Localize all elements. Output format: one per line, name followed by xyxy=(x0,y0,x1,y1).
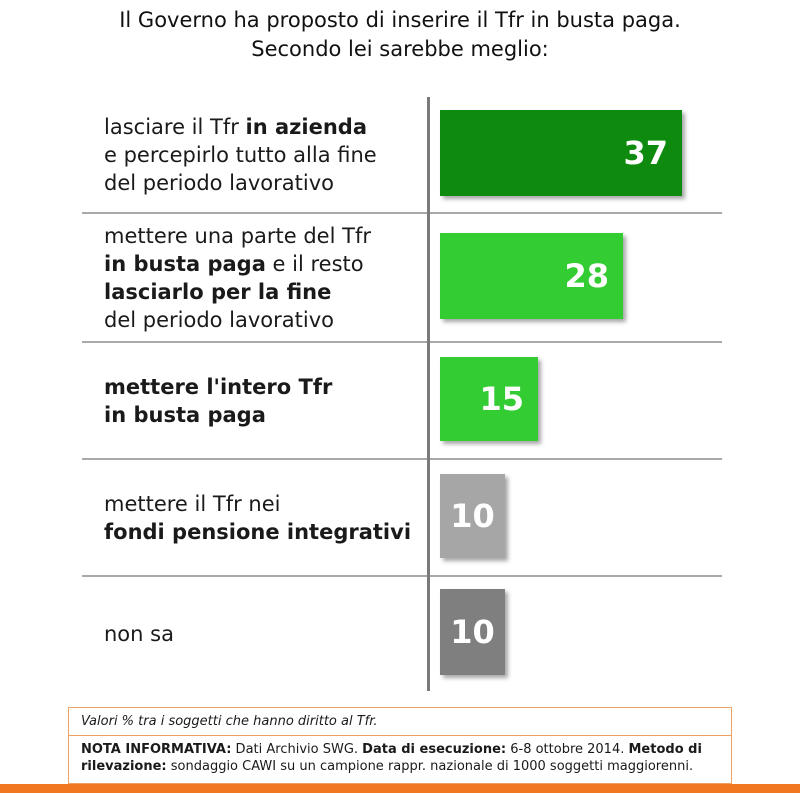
data-text: 6-8 ottobre 2014. xyxy=(506,742,629,757)
bar xyxy=(440,110,682,196)
row-separator xyxy=(82,575,722,577)
nota-label: NOTA INFORMATIVA: xyxy=(81,742,232,757)
data-label: Data di esecuzione: xyxy=(362,742,507,757)
footer-accent-line xyxy=(0,784,800,793)
category-label: lasciare il Tfr in azienda e percepirlo tutto alla fine del periodo lavorativo xyxy=(104,115,377,195)
bar-value-label: 37 xyxy=(623,134,668,172)
bar-value-label: 10 xyxy=(450,497,495,535)
bar-value-label: 28 xyxy=(564,257,609,295)
bar xyxy=(440,474,505,558)
row-separator xyxy=(82,458,722,460)
notes-subtitle: Valori % tra i soggetti che hanno diritto al Tfr. xyxy=(69,708,731,736)
chart-title xyxy=(0,6,800,64)
row-separator xyxy=(82,212,722,214)
bar xyxy=(440,233,623,319)
row-separator xyxy=(82,341,722,343)
category-label: mettere una parte del Tfr in busta paga e il resto lasciarlo per la fine del periodo lavorativo xyxy=(104,223,371,332)
bar-value-label: 10 xyxy=(450,613,495,651)
chart-title-line-1: Il Governo ha proposto di inserire il Tfr in busta paga. xyxy=(119,8,681,32)
bar-value-label: 15 xyxy=(479,380,524,418)
bar xyxy=(440,357,538,441)
notes-box xyxy=(68,707,732,784)
metodo-text: sondaggio CAWI su un campione rappr. nazionale di 1000 soggetti maggiorenni. xyxy=(166,759,694,774)
category-label: non sa xyxy=(104,621,174,646)
chart-title-line-2: Secondo lei sarebbe meglio: xyxy=(251,37,549,61)
metodo-label: Metodo di rilevazione: xyxy=(81,742,702,774)
notes-body xyxy=(81,741,731,775)
bar xyxy=(440,589,505,675)
chart-axis-line xyxy=(427,97,430,691)
nota-text: Dati Archivio SWG. xyxy=(231,742,363,757)
category-label: mettere l'intero Tfr in busta paga xyxy=(104,374,333,427)
category-label: mettere il Tfr nei fondi pensione integrativi xyxy=(104,491,412,544)
